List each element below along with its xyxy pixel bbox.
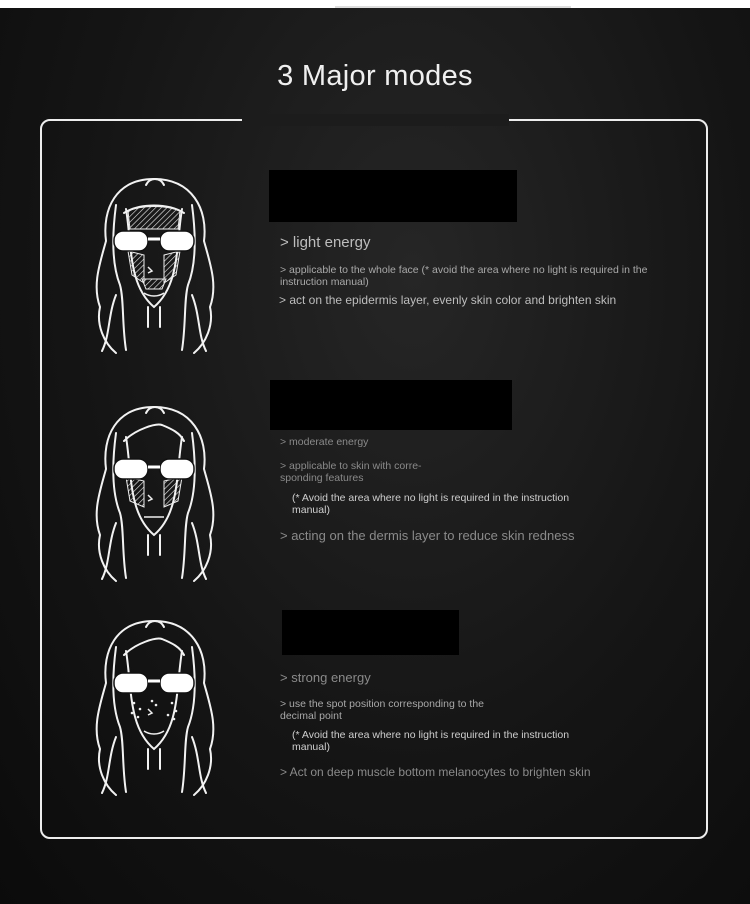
mode-description-line: > use the spot position corresponding to the decimal point (280, 698, 485, 722)
page-title: 3 Major modes (277, 60, 473, 92)
mode-energy-label: > light energy (280, 234, 371, 251)
mode-energy-label: > strong energy (280, 670, 371, 685)
mode-note-line: (* Avoid the area where no light is required in the instruction manual) (292, 492, 570, 516)
top-divider (335, 6, 571, 8)
face-illustration-cheeks (86, 403, 222, 587)
mode-description-line: > applicable to skin with corre-sponding features (280, 460, 422, 484)
frame-gap (242, 114, 509, 126)
mode-description-line: > acting on the dermis layer to reduce skin redness (280, 528, 575, 543)
mode-description-line: > Act on deep muscle bottom melanocytes to brighten skin (280, 765, 591, 779)
face-illustration-spots (86, 617, 222, 801)
mode-energy-label: > moderate energy (280, 436, 369, 448)
mode-heading-redacted (269, 170, 517, 222)
mode-heading-redacted (282, 610, 459, 655)
mode-description-line: > applicable to the whole face (* avoid the area where no light is required in the instruction manual) (280, 264, 648, 288)
face-illustration-whole-face (86, 175, 222, 359)
mode-note-line: (* Avoid the area where no light is required in the instruction manual) (292, 729, 570, 753)
mode-heading-redacted (270, 380, 512, 430)
mode-description-line: > act on the epidermis layer, evenly skin color and brighten skin (279, 293, 617, 307)
